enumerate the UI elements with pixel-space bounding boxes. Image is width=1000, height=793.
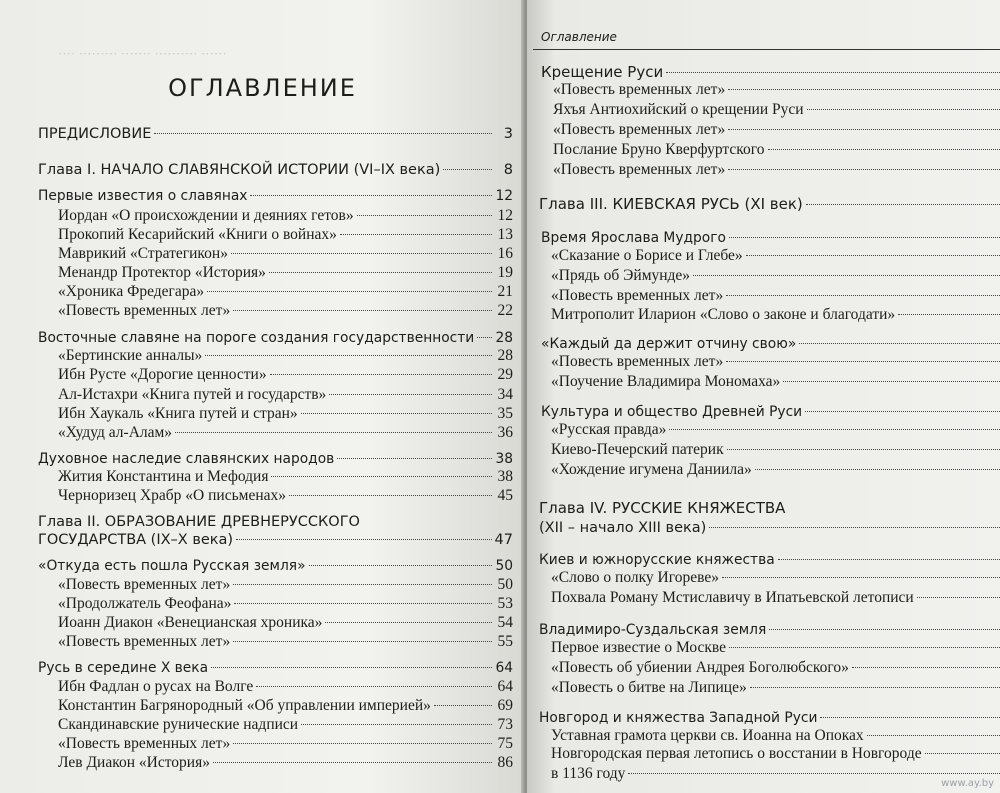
toc-item: Иордан «О происхождении и деяниях гетов» 12 [58, 207, 513, 224]
toc-entry-preface: ПРЕДИСЛОВИЕ 3 [38, 126, 513, 142]
toc-item: Ибн Русте «Дорогие ценности» 29 [58, 366, 513, 383]
toc-chapter-1: Глава I. НАЧАЛО СЛАВЯНСКОЙ ИСТОРИИ (VI–IX века) 8 [38, 162, 513, 178]
toc-item: Яхъя Антиохийский о крещении Руси [553, 100, 1000, 120]
toc-section-baptism: Крещение Руси [541, 62, 1000, 82]
toc-item: «Бертинские анналы» 28 [58, 347, 513, 364]
toc-item: Константин Багрянородный «Об управлении империей» 69 [58, 697, 513, 714]
right-page [527, 0, 1000, 793]
toc-item: «Повесть временных лет» 50 [58, 576, 513, 593]
toc-item: «Сказание о Борисе и Глебе» [551, 246, 1000, 266]
toc-section-novgorod: Новгород и княжества Западной Руси [539, 708, 1000, 728]
toc-item: «Слово о полку Игореве» [551, 568, 1000, 588]
toc-item: «Повесть временных лет» 75 [58, 735, 513, 752]
toc-item: Митрополит Иларион «Слово о законе и благодати» [551, 305, 1000, 325]
toc-section-spiritual-heritage: Духовное наследие славянских народов 38 [38, 451, 513, 467]
toc-section-kiev: Киев и южнорусские княжества [539, 550, 1000, 570]
toc-item: «Хождение игумена Даниила» [551, 460, 1000, 480]
toc-chapter-3: Глава III. КИЕВСКАЯ РУСЬ (XI век) [539, 194, 1000, 214]
toc-chapter-2: ГОСУДАРСТВА (IX–X века) 47 [38, 532, 513, 548]
toc-item: Лев Диакон «История» 86 [58, 754, 513, 771]
toc-chapter-4-line1: Глава IV. РУССКИЕ КНЯЖЕСТВА [539, 499, 786, 517]
toc-item: Скандинавские рунические надписи 73 [58, 716, 513, 733]
toc-chapter-4: (XII – начало XIII века) [539, 518, 1000, 538]
toc-item: «Повесть временных лет» [551, 352, 1000, 372]
toc-item: «Повесть временных лет» [553, 80, 1000, 100]
running-head: Оглавление [541, 30, 617, 44]
toc-chapter-2-line1: Глава II. ОБРАЗОВАНИЕ ДРЕВНЕРУССКОГО [38, 514, 360, 530]
toc-item: Уставная грамота церкви св. Иоанна на Опоках [551, 726, 1000, 746]
toc-item: «Продолжатель Феофана» 53 [58, 595, 513, 612]
toc-section-vladimir-suzdal: Владимиро-Суздальская земля [539, 620, 1000, 640]
toc-item: в 1136 году [551, 764, 1000, 784]
toc-section-culture: Культура и общество Древней Руси [541, 402, 1000, 422]
page-title: ОГЛАВЛЕНИЕ [168, 74, 357, 102]
toc-section-mid-10th-century: Русь в середине X века 64 [38, 660, 513, 676]
toc-section-yaroslav: Время Ярослава Мудрого [541, 228, 1000, 248]
toc-item: «Худуд ал-Алам» 36 [58, 424, 513, 441]
toc-item: «Повесть временных лет» [553, 120, 1000, 140]
toc-item: Ал-Истахри «Книга путей и государств» 34 [58, 386, 513, 403]
toc-item: Первое известие о Москве [551, 638, 1000, 658]
toc-item: «Повесть временных лет» 55 [58, 633, 513, 650]
toc-item: Киево-Печерский патерик [551, 440, 1000, 460]
toc-section-first-news: Первые известия о славянах 12 [38, 188, 513, 204]
toc-item: «Русская правда» [551, 420, 1000, 440]
toc-item: Прокопий Кесарийский «Книги о войнах» 13 [58, 226, 513, 243]
toc-item: «Поучение Владимира Мономаха» [551, 372, 1000, 392]
toc-item: Жития Константина и Мефодия 38 [58, 468, 513, 485]
toc-item: «Повесть об убиении Андрея Боголюбского» [551, 658, 1000, 678]
toc-item: Черноризец Храбр «О письменах» 45 [58, 487, 513, 504]
toc-item: Послание Бруно Кверфуртского [553, 140, 1000, 160]
toc-item: Иоанн Диакон «Венецианская хроника» 54 [58, 614, 513, 631]
toc-item: «Повесть временных лет» [551, 286, 1000, 306]
toc-item: Маврикий «Стратегикон» 16 [58, 245, 513, 262]
toc-item: Ибн Хаукаль «Книга путей и стран» 35 [58, 405, 513, 422]
toc-item: Менандр Протектор «История» 19 [58, 264, 513, 281]
toc-section-eastern-slavs: Восточные славяне на пороге создания государственности 28 [38, 330, 513, 346]
toc-item: «Повесть о битве на Липице» [551, 678, 1000, 698]
toc-item: «Повесть временных лет» 22 [58, 302, 513, 319]
toc-section-otchina: «Каждый да держит отчину свою» [541, 334, 1000, 354]
toc-item: Новгородская первая летопись о восстании в Новгороде [551, 744, 1000, 764]
toc-item: Похвала Роману Мстиславичу в Ипатьевской летописи [551, 588, 1000, 608]
toc-item: Ибн Фадлан о русах на Волге 64 [58, 678, 513, 695]
show-through-text: ···· ········· ······· ·········· ······ [58, 46, 227, 61]
toc-item: «Повесть временных лет» [553, 160, 1000, 180]
toc-section-whence: «Откуда есть пошла Русская земля» 50 [38, 558, 513, 574]
watermark: www.ay.by [941, 778, 994, 789]
toc-item: «Прядь об Эймунде» [551, 266, 1000, 286]
header-rule [533, 49, 1000, 50]
toc-item: «Хроника Фредегара» 21 [58, 283, 513, 300]
